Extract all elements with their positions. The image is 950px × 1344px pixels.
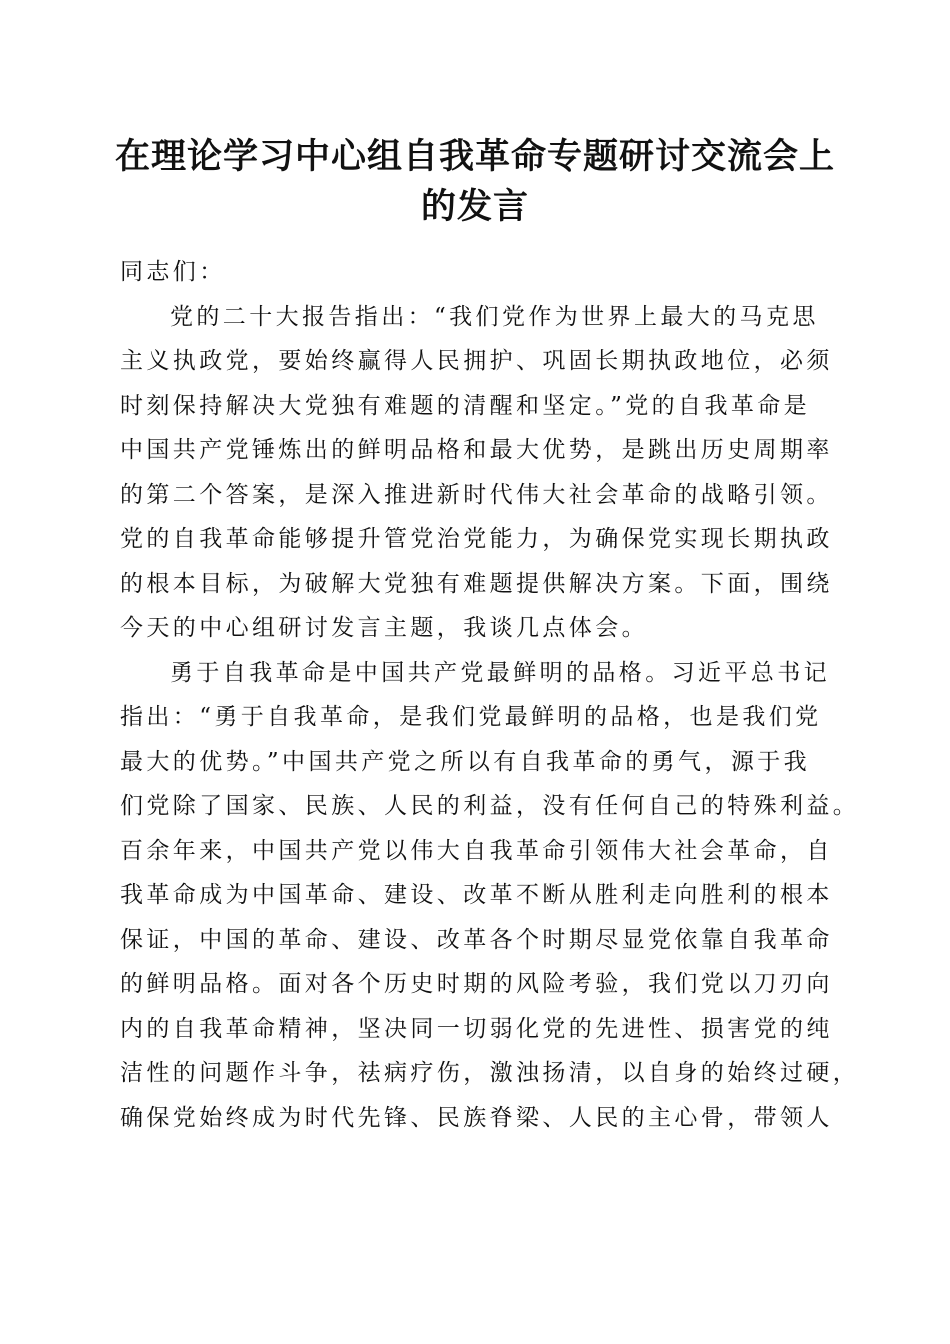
title-line-1: 在理论学习中心组自我革命专题研讨交流会上 (114, 136, 835, 177)
paragraph-2-line: 指出：“勇于自我革命，是我们党最鲜明的品格，也是我们党 (120, 704, 822, 730)
paragraph-2-line: 洁性的问题作斗争，祛病疗伤，激浊扬清，以自身的始终过硬， (120, 1060, 860, 1086)
paragraph-1-line: 今天的中心组研讨发言主题，我谈几点体会。 (120, 615, 648, 641)
title-line-2: 的发言 (420, 186, 529, 227)
paragraph-2-line: 最大的优势。”中国共产党之所以有自我革命的勇气，源于我 (120, 748, 811, 775)
paragraph-1-line: 党的二十大报告指出：“我们党作为世界上最大的马克思 (170, 303, 819, 330)
paragraph-2-line: 勇于自我革命是中国共产党最鲜明的品格。习近平总书记 (170, 659, 830, 686)
paragraph-1-line: 主义执政党，要始终赢得人民拥护、巩固长期执政地位，必须 (120, 348, 833, 374)
paragraph-1-line: 的根本目标，为破解大党独有难题提供解决方案。下面，围绕 (120, 570, 833, 597)
paragraph-1-line: 党的自我革命能够提升管党治党能力，为确保党实现长期执政 (120, 526, 833, 552)
paragraph-2-line: 内的自我革命精神，坚决同一切弱化党的先进性、损害党的纯 (120, 1015, 833, 1042)
paragraph-2-line: 百余年来，中国共产党以伟大自我革命引领伟大社会革命，自 (120, 837, 833, 864)
paragraph-2-line: 确保党始终成为时代先锋、民族脊梁、人民的主心骨，带领人 (120, 1104, 833, 1131)
salutation: 同志们： (120, 259, 226, 285)
document-title (100, 132, 850, 232)
paragraph-1-line: 中国共产党锤炼出的鲜明品格和最大优势，是跳出历史周期率 (120, 437, 833, 463)
paragraph-2-line: 我革命成为中国革命、建设、改革不断从胜利走向胜利的根本 (120, 882, 833, 908)
paragraph-2-line: 保证，中国的革命、建设、改革各个时期尽显党依靠自我革命 (120, 926, 833, 953)
paragraph-1-line: 时刻保持解决大党独有难题的清醒和坚定。”党的自我革命是 (120, 392, 811, 419)
paragraph-1-line: 的第二个答案，是深入推进新时代伟大社会革命的战略引领。 (120, 481, 833, 508)
paragraph-2-line: 的鲜明品格。面对各个历史时期的风险考验，我们党以刀刃向 (120, 971, 833, 997)
document-body (120, 250, 860, 1140)
paragraph-2-line: 们党除了国家、民族、人民的利益，没有任何自己的特殊利益。 (120, 793, 860, 819)
